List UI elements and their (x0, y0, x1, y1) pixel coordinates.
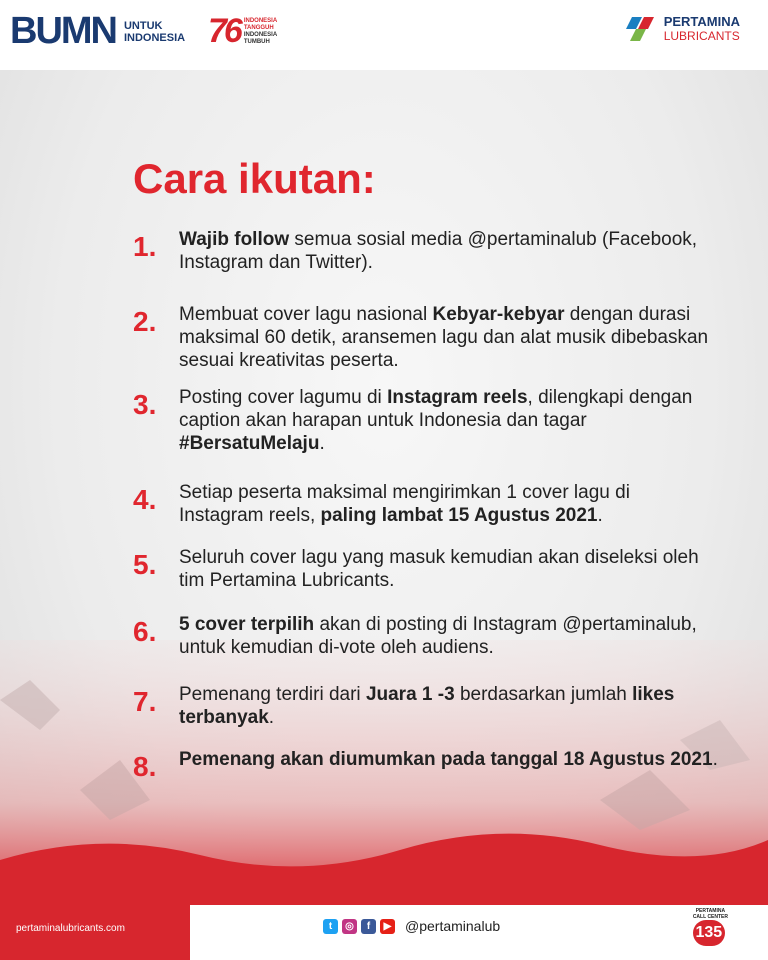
ri76-sub-line: INDONESIA (243, 17, 278, 24)
bumn-logo (10, 10, 185, 53)
step-text-part: berdasarkan jumlah (454, 684, 633, 705)
step-number: 8. (133, 751, 157, 782)
callcenter-number: 135 (693, 920, 725, 946)
step-text-part: 5 cover terpilih (179, 614, 315, 635)
crowd-silhouette (0, 640, 768, 910)
step-text-part: #BersatuMelaju (179, 433, 320, 454)
ri76-logo (208, 12, 277, 51)
step-text-part: akan di posting di Instagram @pertaminalub, untuk kemudian di-vote oleh audiens. (179, 614, 697, 658)
social-links (323, 918, 500, 934)
step-text-part: , dilengkapi dengan caption akan harapan untuk Indonesia dan tagar (179, 387, 693, 431)
step-number: 1. (133, 231, 157, 262)
page-title: Cara ikutan: (133, 155, 376, 202)
callcenter-logo (693, 908, 728, 946)
social-handle: @pertaminalub (405, 918, 501, 934)
step-text-part: Kebyar-kebyar (432, 304, 565, 325)
twitter-icon[interactable]: t (323, 919, 338, 934)
facebook-icon[interactable]: f (361, 919, 376, 934)
step-text-part: semua sosial media @pertaminalub (Facebook, Instagram dan Twitter). (179, 229, 698, 273)
bumn-sub (124, 20, 185, 44)
bumn-sub-line: UNTUK (123, 19, 163, 32)
step-text-part: likes terbanyak (179, 684, 675, 728)
step-text-part: Posting cover lagumu di (179, 387, 388, 408)
step-number: 3. (133, 389, 157, 420)
step-text-part: Setiap peserta maksimal mengirimkan 1 cover lagu di Instagram reels, (179, 482, 630, 526)
website-link[interactable]: pertaminalubricants.com (16, 923, 125, 934)
step-text-part: Pemenang terdiri dari (179, 684, 366, 705)
step-text-part: . (319, 433, 325, 454)
ri76-sub (244, 18, 277, 46)
callcenter-label: PERTAMINA (695, 908, 726, 914)
step-text-part: . (268, 707, 275, 728)
step-number: 7. (133, 686, 157, 717)
step-text-part: paling lambat 15 Agustus 2021 (320, 505, 598, 526)
pertamina-sub: LUBRICANTS (663, 29, 740, 43)
youtube-icon[interactable]: ▶ (380, 919, 395, 934)
step-text-part: dengan durasi maksimal 60 detik, aransemen lagu dan alat musik dibebaskan sesuai kreativitas peserta. (179, 304, 709, 371)
step-text (179, 228, 719, 274)
step-text (179, 683, 719, 729)
ri76-number: 76 (208, 12, 240, 50)
pertamina-mark-icon (622, 15, 658, 43)
step-number: 6. (133, 616, 157, 647)
step-text-part: . (597, 505, 603, 526)
step-text (179, 386, 719, 455)
step-text (179, 546, 719, 592)
step-text (179, 613, 719, 659)
step-number: 5. (133, 549, 157, 580)
instagram-icon[interactable]: ◎ (342, 919, 357, 934)
callcenter-label: CALL CENTER (692, 914, 728, 920)
bumn-sub-line: INDONESIA (123, 31, 186, 44)
step-text-part: Seluruh cover lagu yang masuk kemudian akan diseleksi oleh tim Pertamina Lubricants. (179, 547, 699, 591)
step-text-part: Wajib follow (179, 229, 290, 250)
step-text-part: Juara 1 -3 (365, 684, 455, 705)
step-text (179, 481, 719, 527)
step-number: 2. (133, 306, 157, 337)
ri76-sub-line: TUMBUH (243, 38, 270, 45)
pertamina-text (664, 14, 740, 43)
step-number: 4. (133, 484, 157, 515)
step-text-part: Pemenang akan diumumkan pada tanggal 18 Agustus 2021 (179, 749, 713, 770)
step-text (179, 748, 719, 771)
step-text-part: Instagram reels (387, 387, 528, 408)
pertamina-name: PERTAMINA (663, 14, 740, 29)
ri76-sub-line: INDONESIA (243, 31, 278, 38)
pertamina-logo (622, 14, 740, 43)
step-text (179, 303, 719, 372)
step-text-part: . (712, 749, 718, 770)
bumn-mark: BUMN (10, 10, 116, 52)
step-text-part: Membuat cover lagu nasional (179, 304, 433, 325)
ri76-sub-line: TANGGUH (243, 24, 274, 31)
